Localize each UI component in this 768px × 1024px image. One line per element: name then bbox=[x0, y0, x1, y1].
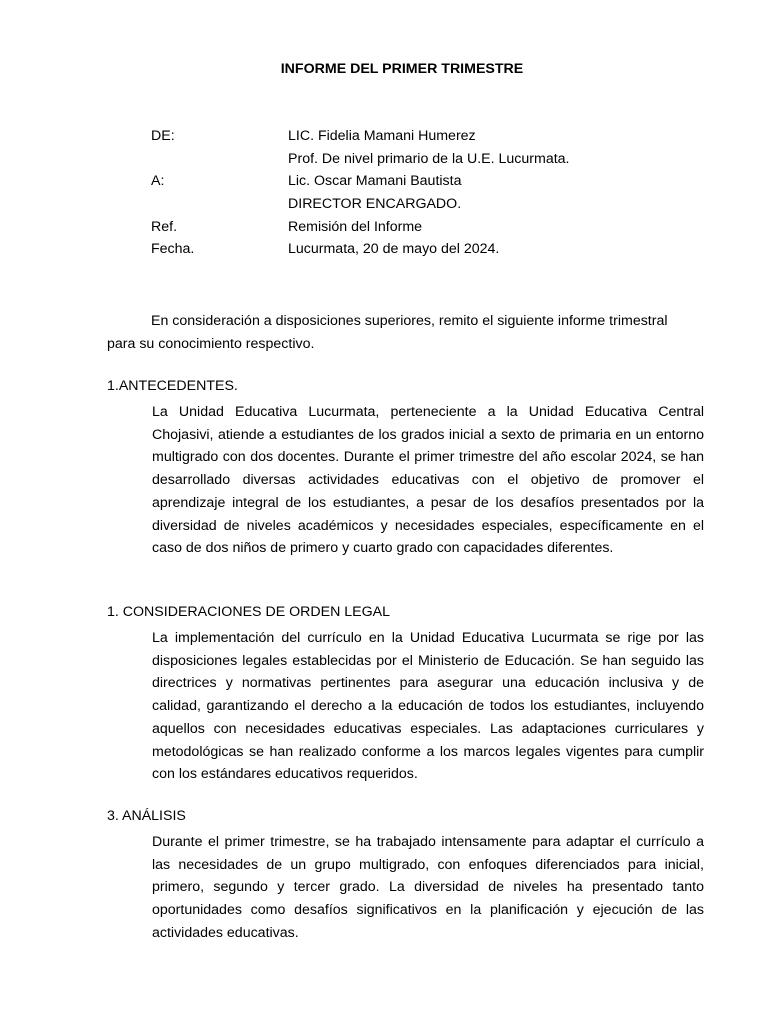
intro-text: En consideración a disposiciones superiores, remito el siguiente informe trimestral para su conocimiento respectivo. bbox=[107, 313, 668, 352]
section-antecedentes bbox=[107, 378, 704, 560]
section-heading: 1.ANTECEDENTES. bbox=[107, 378, 238, 394]
section-consideraciones-legales bbox=[107, 604, 704, 786]
header-label: Fecha. bbox=[151, 241, 195, 258]
section-body: La Unidad Educativa Lucurmata, perteneciente a la Unidad Educativa Central Chojasivi, atiende a estudiantes de los grados inicial a sexto de primaria en un entorno multigrado con dos docentes. Durante el primer trimestre del año escolar 2024, se han desarrollado diversas actividades educativas con el objetivo de promover el aprendizaje integral de los estudiantes, a pesar de los desafíos presentados por la diversidad de niveles académicos y necesidades especiales, específicamente en el caso de dos niños de primero y cuarto grado con capacidades diferentes. bbox=[152, 404, 704, 557]
header-value: Lucurmata, 20 de mayo del 2024. bbox=[288, 241, 500, 258]
header-value: LIC. Fidelia Mamani Humerez bbox=[288, 128, 476, 144]
intro-paragraph bbox=[107, 310, 697, 356]
section-analisis bbox=[107, 808, 704, 945]
section-body: Durante el primer trimestre, se ha trabajado intensamente para adaptar el currículo a las necesidades de un grupo multigrado, con enfoques diferenciados para inicial, primero, segundo y tercer grado. La diversidad de niveles ha presentado tanto oportunidades como desafíos significativos en la planificación y ejecución de las actividades educativas. bbox=[152, 834, 704, 941]
header-label: A: bbox=[151, 173, 165, 190]
header-label: DE: bbox=[151, 128, 175, 144]
section-body: La implementación del currículo en la Unidad Educativa Lucurmata se rige por las disposiciones legales establecidas por el Ministerio de Educación. Se han seguido las directrices y normativas pertinentes para asegurar una educación inclusiva y de calidad, garantizando el derecho a la educación de todos los estudiantes, incluyendo aquellos con necesidades educativas especiales. Las adaptaciones curriculares y metodológicas se han realizado conforme a los marcos legales vigentes para cumplir con los estándares educativos requeridos. bbox=[152, 630, 704, 783]
header-value: Prof. De nivel primario de la U.E. Lucurmata. bbox=[288, 150, 570, 167]
header-value: Remisión del Informe bbox=[288, 218, 423, 235]
header-label: Ref. bbox=[151, 218, 178, 235]
section-heading: 1. CONSIDERACIONES DE ORDEN LEGAL bbox=[107, 604, 391, 620]
header-value: Lic. Oscar Mamani Bautista bbox=[288, 173, 462, 190]
header-value: DIRECTOR ENCARGADO. bbox=[288, 196, 462, 213]
document-title: INFORME DEL PRIMER TRIMESTRE bbox=[280, 61, 524, 77]
section-heading: 3. ANÁLISIS bbox=[107, 808, 186, 824]
